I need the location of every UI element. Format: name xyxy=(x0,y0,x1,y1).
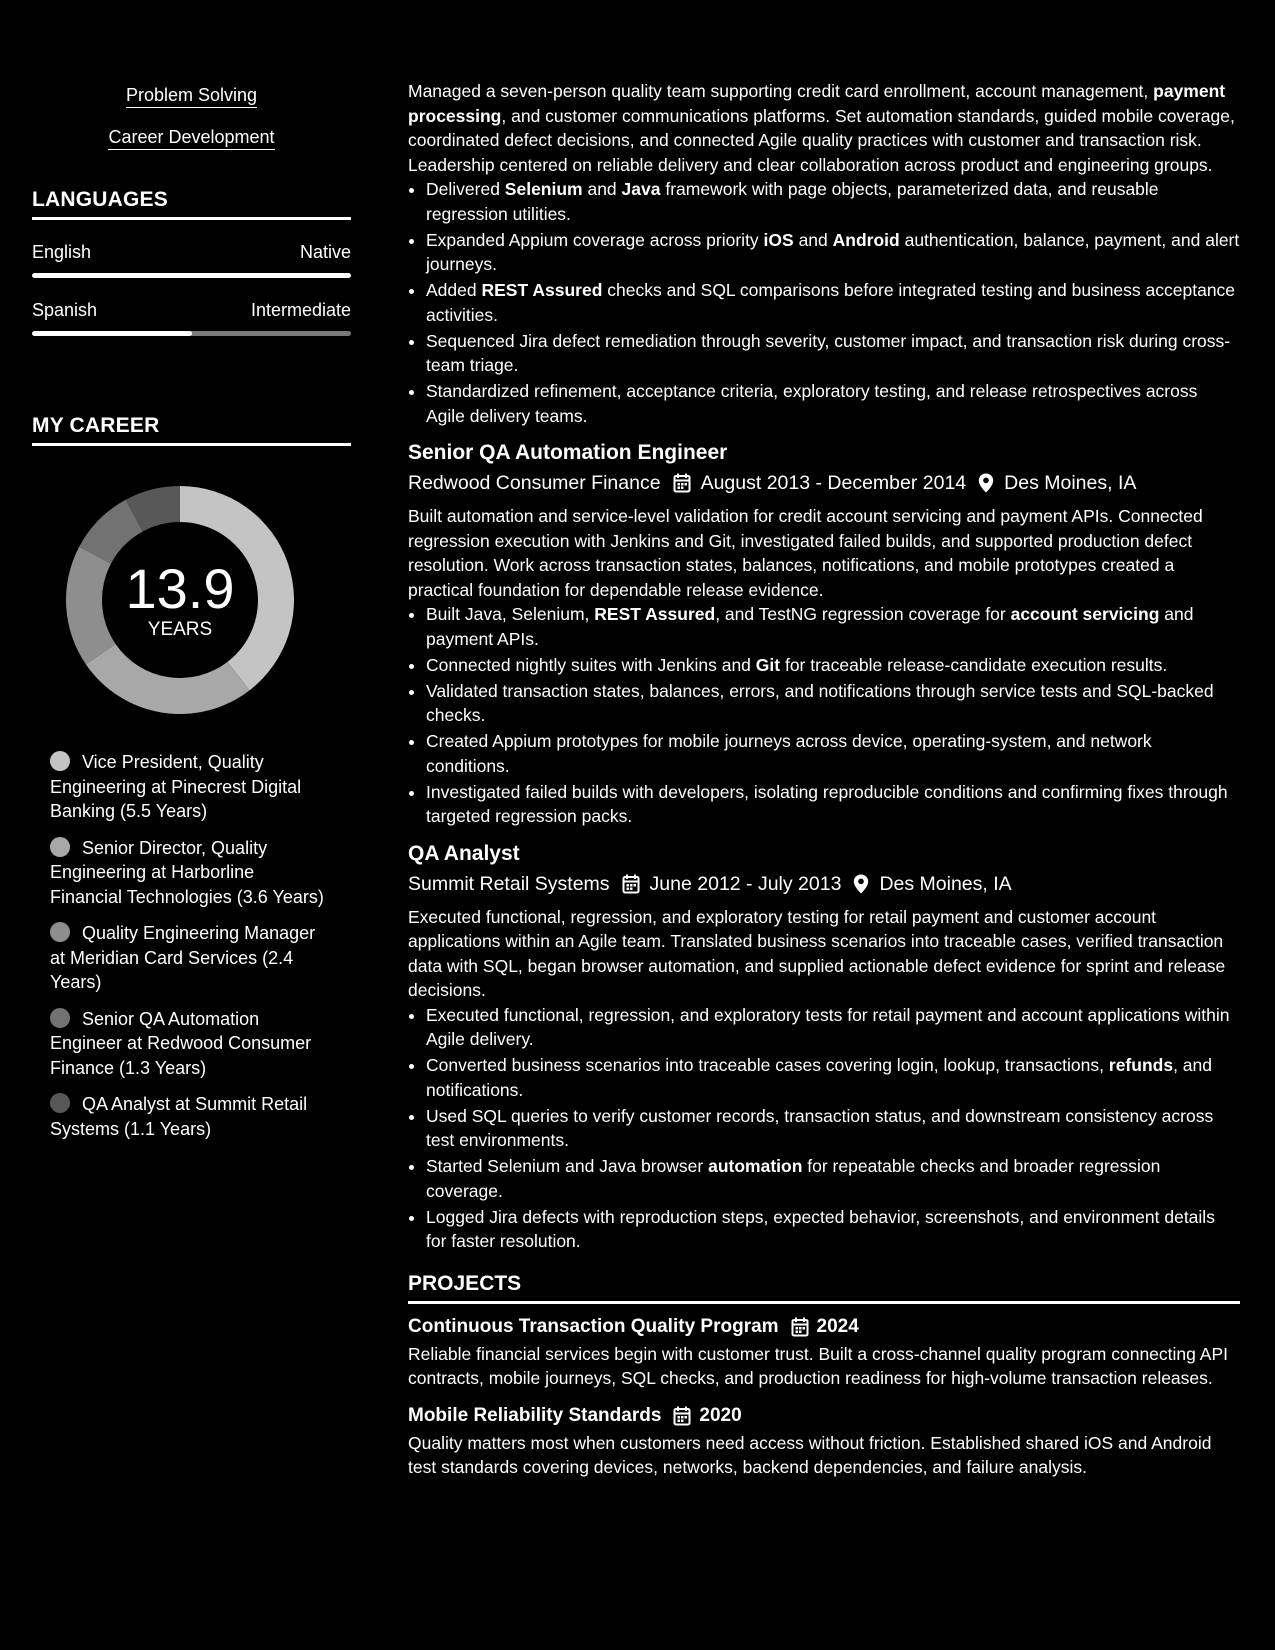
bullet-item: • Used SQL queries to verify customer records, transaction status, and downstream consistency across test environments. xyxy=(426,1104,1240,1153)
language-item xyxy=(32,242,351,278)
career-donut-chart xyxy=(66,486,294,714)
project-header xyxy=(408,1316,1240,1338)
legend-dot-icon xyxy=(50,837,70,857)
map-pin-icon xyxy=(978,473,994,493)
career-heading: MY CAREER xyxy=(32,414,351,446)
career-total-years: 13.9 xyxy=(125,557,235,620)
legend-dot-icon xyxy=(50,922,70,942)
career-legend-item xyxy=(50,921,330,995)
career-legend-text: Quality Engineering Manager at Meridian Card Services (2.4 Years) xyxy=(50,923,316,992)
career-legend xyxy=(50,750,330,1141)
legend-dot-icon xyxy=(50,1093,70,1113)
job-company: Redwood Consumer Finance xyxy=(408,472,661,494)
role-bullets xyxy=(408,177,1240,428)
project-title: Mobile Reliability Standards xyxy=(408,1404,662,1426)
language-level: Native xyxy=(299,242,351,262)
language-proficiency-bar xyxy=(32,331,351,336)
job-title: QA Analyst xyxy=(408,841,520,865)
project-year: 2024 xyxy=(816,1315,859,1337)
bullet-item: • Delivered Selenium and Java framework with page objects, parameterized data, and reusable regression utilities. xyxy=(426,177,1240,226)
bullet-item: • Connected nightly suites with Jenkins and Git for traceable release-candidate execution results. xyxy=(426,653,1240,678)
career-legend-item xyxy=(50,750,330,824)
language-proficiency-fill xyxy=(32,331,192,336)
job-dates: June 2012 - July 2013 xyxy=(649,872,842,895)
calendar-icon xyxy=(622,874,640,894)
language-level: Intermediate xyxy=(250,300,351,320)
career-legend-item xyxy=(50,1007,330,1081)
language-name: English xyxy=(32,242,92,262)
legend-dot-icon xyxy=(50,751,70,771)
job-summary: Built automation and service-level validation for credit account servicing and payment APIs. Connected regression execution with Jenkins and Git, investigated failed builds, and supported production defect resolution. Work across transaction states, balances, notifications, and mobile prototypes created a practical foundation for dependable release evidence. xyxy=(408,506,1203,600)
languages-heading: LANGUAGES xyxy=(32,188,351,220)
skill-link[interactable]: Problem Solving xyxy=(126,84,257,108)
legend-dot-icon xyxy=(50,1008,70,1028)
job-location: Des Moines, IA xyxy=(879,872,1012,895)
project-header xyxy=(408,1405,1240,1427)
bullet-item: • Investigated failed builds with developers, isolating reproducible conditions and confirming fixes through targeted regression packs. xyxy=(426,780,1240,829)
career-legend-item xyxy=(50,836,330,910)
project-description: Reliable financial services begin with customer trust. Built a cross-channel quality program connecting API contracts, mobile journeys, SQL checks, and production readiness for high-volume transaction releases. xyxy=(408,1343,1228,1388)
main-content xyxy=(408,79,1240,1480)
project-description: Quality matters most when customers need access without friction. Established shared iOS and Android test standards covering devices, networks, backend dependencies, and failure analysis. xyxy=(408,1432,1212,1477)
career-legend-item xyxy=(50,1092,330,1141)
job-bullets xyxy=(408,602,1240,829)
bullet-item: • Started Selenium and Java browser automation for repeatable checks and broader regression coverage. xyxy=(426,1154,1240,1203)
bullet-item: • Built Java, Selenium, REST Assured, and TestNG regression coverage for account servicing and payment APIs. xyxy=(426,602,1240,651)
skills-list xyxy=(32,84,351,150)
sidebar xyxy=(32,84,351,1153)
job-summary: Executed functional, regression, and exploratory testing for retail payment and customer account applications within an Agile team. Translated business scenarios into traceable cases, verified transaction data with SQL, began browser automation, and supplied actionable defect evidence for sprint and release decisions. xyxy=(408,906,1226,1000)
job-dates: August 2013 - December 2014 xyxy=(700,472,967,494)
bullet-item: • Standardized refinement, acceptance criteria, exploratory testing, and release retrospectives across Agile delivery teams. xyxy=(426,379,1240,428)
career-legend-text: Senior Director, Quality Engineering at Harborline Financial Technologies (3.6 Years) xyxy=(50,837,324,907)
bullet-item: • Converted business scenarios into traceable cases covering login, lookup, transactions, refunds, and notifications. xyxy=(426,1053,1240,1102)
job-company: Summit Retail Systems xyxy=(408,872,610,895)
job-bullets xyxy=(408,1003,1240,1254)
job-location: Des Moines, IA xyxy=(1004,472,1137,494)
language-item xyxy=(32,300,351,336)
bullet-item: • Added REST Assured checks and SQL comparisons before integrated testing and business acceptance activities. xyxy=(426,278,1240,327)
career-total-unit: YEARS xyxy=(147,619,213,640)
career-legend-text: QA Analyst at Summit Retail Systems (1.1 Years) xyxy=(50,1094,308,1139)
project-entry xyxy=(408,1316,1240,1391)
calendar-icon xyxy=(791,1317,809,1337)
role-summary: Managed a seven-person quality team supporting credit card enrollment, account management, payment processing, and customer communications platforms. Set automation standards, guided mobile coverage, coordinated defect decisions, and connected Agile quality practices with customer and transaction risk. Leadership centered on reliable delivery and clear collaboration across product and engineering groups. xyxy=(408,81,1235,175)
project-entry xyxy=(408,1405,1240,1480)
project-year: 2020 xyxy=(699,1404,742,1426)
calendar-icon xyxy=(673,473,691,493)
job-meta xyxy=(408,871,1240,897)
language-name: Spanish xyxy=(32,300,98,320)
job-entry xyxy=(408,841,1240,1254)
career-legend-text: Senior QA Automation Engineer at Redwood Consumer Finance (1.3 Years) xyxy=(50,1008,312,1078)
job-entry xyxy=(408,440,1240,829)
bullet-item: • Executed functional, regression, and exploratory tests for retail payment and account applications within Agile delivery. xyxy=(426,1003,1240,1052)
bullet-item: • Logged Jira defects with reproduction steps, expected behavior, screenshots, and environment details for faster resolution. xyxy=(426,1205,1240,1254)
bullet-item: • Expanded Appium coverage across priority iOS and Android authentication, balance, payment, and alert journeys. xyxy=(426,228,1240,277)
job-title: Senior QA Automation Engineer xyxy=(408,441,728,464)
language-proficiency-fill xyxy=(32,273,351,278)
bullet-item: • Sequenced Jira defect remediation through severity, customer impact, and transaction risk during cross-team triage. xyxy=(426,329,1240,378)
bullet-item: • Validated transaction states, balances, errors, and notifications through service tests and SQL-backed checks. xyxy=(426,679,1240,728)
project-title: Continuous Transaction Quality Program xyxy=(408,1315,779,1337)
calendar-icon xyxy=(673,1406,691,1426)
skill-link[interactable]: Career Development xyxy=(108,126,274,150)
job-meta xyxy=(408,470,1240,496)
map-pin-icon xyxy=(853,874,869,894)
career-donut-center xyxy=(66,486,294,714)
projects-heading: PROJECTS xyxy=(408,1272,1240,1304)
language-proficiency-bar xyxy=(32,273,351,278)
career-legend-text: Vice President, Quality Engineering at Pinecrest Digital Banking (5.5 Years) xyxy=(50,752,302,821)
bullet-item: • Created Appium prototypes for mobile journeys across device, operating-system, and network conditions. xyxy=(426,729,1240,778)
